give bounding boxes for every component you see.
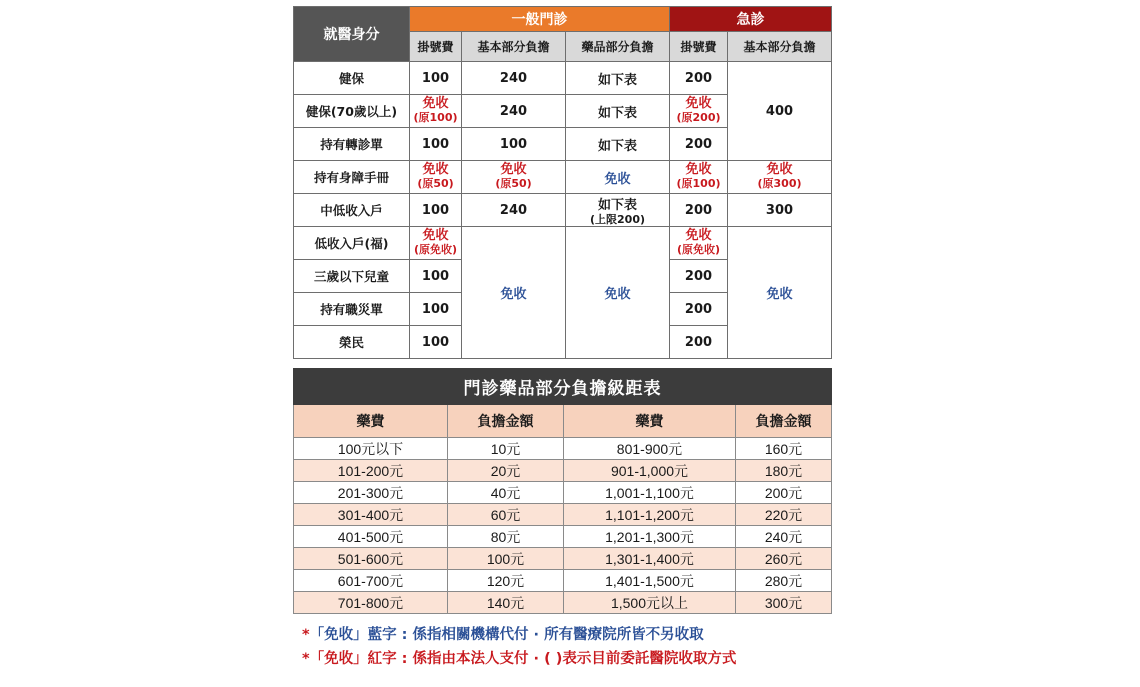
- table-cell: 1,301-1,400元: [564, 548, 736, 570]
- drug-cap-text: (上限200): [589, 213, 646, 226]
- table-cell: 501-600元: [294, 548, 448, 570]
- table-cell: 300元: [736, 592, 832, 614]
- table-row: [294, 482, 832, 504]
- table-cell: 200: [670, 326, 728, 359]
- col-header: 藥費: [564, 405, 736, 438]
- table-row: [294, 592, 832, 614]
- table-cell: 120元: [448, 570, 564, 592]
- blue-note: [302, 623, 736, 647]
- red-note: [302, 647, 736, 671]
- col-header: 負擔金額: [448, 405, 564, 438]
- red-note-text: 「免收」紅字 : 係指由本法人支付 · ( )表示目前委託醫院收取方式: [309, 651, 737, 667]
- table-cell: 300: [728, 194, 832, 227]
- row-label: 持有職災單: [294, 293, 410, 326]
- table-cell: 100元以下: [294, 438, 448, 460]
- table-cell: 240: [462, 62, 566, 95]
- table-cell: 如下表: [566, 128, 670, 161]
- drug-table-title: 門診藥品部分負擔級距表: [294, 369, 832, 405]
- outpatient-group-header: 一般門診: [410, 7, 670, 32]
- table-row: [294, 194, 832, 227]
- original-fee-text: (原100): [676, 177, 721, 190]
- emergency-group-header: 急診: [670, 7, 832, 32]
- table-cell: 240: [462, 194, 566, 227]
- table-cell: 240: [462, 95, 566, 128]
- row-label: 持有身障手冊: [294, 161, 410, 194]
- exempt-text: 免收: [500, 162, 527, 177]
- original-fee-text: (原50): [417, 177, 454, 190]
- fee-table: [293, 6, 832, 359]
- table-row: [294, 62, 832, 95]
- table-cell: 100: [462, 128, 566, 161]
- table-cell: 401-500元: [294, 526, 448, 548]
- exempt-cell: [728, 161, 832, 194]
- col-header: 負擔金額: [736, 405, 832, 438]
- table-row: [294, 548, 832, 570]
- row-label: 持有轉診單: [294, 128, 410, 161]
- table-row: [294, 161, 832, 194]
- exempt-text: 免收: [422, 96, 449, 111]
- identity-header: 就醫身分: [294, 7, 410, 62]
- table-cell: 20元: [448, 460, 564, 482]
- table-cell: 如下表: [566, 62, 670, 95]
- table-cell: 80元: [448, 526, 564, 548]
- table-cell: 如下表: [566, 95, 670, 128]
- asterisk: *: [302, 651, 310, 667]
- row-label: 低收入戶(福): [294, 227, 410, 260]
- table-cell: [566, 194, 670, 227]
- table-cell: 901-1,000元: [564, 460, 736, 482]
- table-cell: 1,101-1,200元: [564, 504, 736, 526]
- row-label: 健保(70歲以上): [294, 95, 410, 128]
- footnotes: [302, 623, 736, 671]
- fee-table-container: [293, 6, 831, 359]
- exempt-cell: [462, 161, 566, 194]
- table-cell: 140元: [448, 592, 564, 614]
- table-row: [294, 526, 832, 548]
- exempt-text: 免收: [685, 96, 712, 111]
- table-cell: 701-800元: [294, 592, 448, 614]
- exempt-text: 免收: [685, 228, 712, 243]
- exempt-text: 免收: [766, 162, 793, 177]
- row-label: 中低收入戶: [294, 194, 410, 227]
- original-fee-text: (原免收): [413, 243, 458, 256]
- drug-text: 如下表: [597, 198, 637, 213]
- table-cell: 40元: [448, 482, 564, 504]
- col-header: 掛號費: [410, 32, 462, 62]
- table-cell: 200元: [736, 482, 832, 504]
- drug-table-container: [293, 368, 831, 614]
- table-cell: 100: [410, 293, 462, 326]
- original-fee-text: (原50): [495, 177, 532, 190]
- exempt-cell: [410, 95, 462, 128]
- table-cell: 100元: [448, 548, 564, 570]
- table-cell: 60元: [448, 504, 564, 526]
- table-cell: 1,201-1,300元: [564, 526, 736, 548]
- original-fee-text: (原免收): [676, 243, 721, 256]
- exempt-cell: [670, 95, 728, 128]
- exempt-blue-cell: 免收: [566, 227, 670, 359]
- original-fee-text: (原100): [413, 111, 458, 124]
- table-cell: 180元: [736, 460, 832, 482]
- table-row: [294, 504, 832, 526]
- original-fee-text: (原300): [757, 177, 802, 190]
- exempt-cell: [670, 161, 728, 194]
- col-header: 藥品部分負擔: [566, 32, 670, 62]
- exempt-text: 免收: [685, 162, 712, 177]
- col-header: 掛號費: [670, 32, 728, 62]
- exempt-blue-cell: 免收: [728, 227, 832, 359]
- table-cell: 200: [670, 194, 728, 227]
- exempt-cell: [410, 161, 462, 194]
- table-cell: 1,001-1,100元: [564, 482, 736, 504]
- drug-copay-table: [293, 368, 832, 614]
- table-cell: 160元: [736, 438, 832, 460]
- exempt-text: 免收: [422, 228, 449, 243]
- table-cell: 101-200元: [294, 460, 448, 482]
- table-cell: 601-700元: [294, 570, 448, 592]
- col-header: 基本部分負擔: [728, 32, 832, 62]
- table-cell: 100: [410, 62, 462, 95]
- table-cell: 1,401-1,500元: [564, 570, 736, 592]
- row-label: 三歲以下兒童: [294, 260, 410, 293]
- exempt-blue-cell: 免收: [566, 161, 670, 194]
- table-cell: 801-900元: [564, 438, 736, 460]
- table-cell: 200: [670, 293, 728, 326]
- asterisk: *: [302, 627, 310, 643]
- table-cell: 280元: [736, 570, 832, 592]
- exempt-text: 免收: [422, 162, 449, 177]
- exempt-blue-cell: 免收: [462, 227, 566, 359]
- col-header: 藥費: [294, 405, 448, 438]
- table-row: [294, 227, 832, 260]
- table-cell: 240元: [736, 526, 832, 548]
- table-row: [294, 570, 832, 592]
- table-cell: 100: [410, 260, 462, 293]
- table-cell: 100: [410, 128, 462, 161]
- table-cell: 201-300元: [294, 482, 448, 504]
- table-row: [294, 460, 832, 482]
- table-cell: 301-400元: [294, 504, 448, 526]
- table-cell: 10元: [448, 438, 564, 460]
- table-cell: 100: [410, 194, 462, 227]
- exempt-cell: [670, 227, 728, 260]
- table-cell: 100: [410, 326, 462, 359]
- original-fee-text: (原200): [676, 111, 721, 124]
- row-label: 健保: [294, 62, 410, 95]
- table-cell: 220元: [736, 504, 832, 526]
- exempt-cell: [410, 227, 462, 260]
- blue-note-text: 「免收」藍字 : 係指相關機構代付 · 所有醫療院所皆不另收取: [309, 627, 704, 643]
- table-cell: 260元: [736, 548, 832, 570]
- table-cell: 1,500元以上: [564, 592, 736, 614]
- table-row: [294, 438, 832, 460]
- table-cell: 400: [728, 62, 832, 161]
- table-cell: 200: [670, 260, 728, 293]
- table-cell: 200: [670, 128, 728, 161]
- table-cell: 200: [670, 62, 728, 95]
- col-header: 基本部分負擔: [462, 32, 566, 62]
- row-label: 榮民: [294, 326, 410, 359]
